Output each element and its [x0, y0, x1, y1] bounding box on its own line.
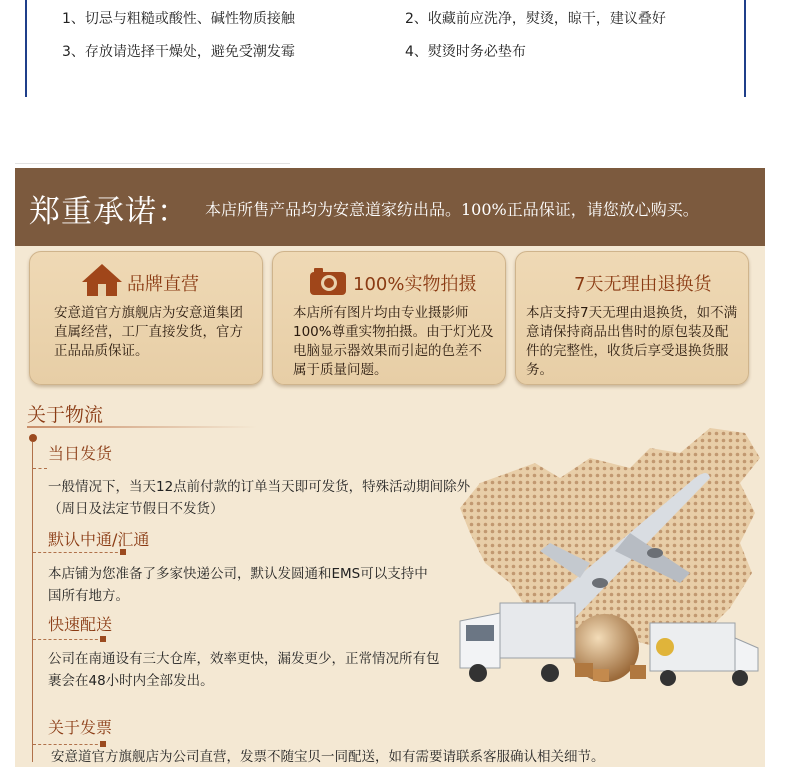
logistics-section-text: 一般情况下，当天12点前付款的订单当天即可发货，特殊活动期间除外（周日及法定节假日不发货） — [48, 479, 471, 517]
care-item: 4、熨烫时务必垫布 — [405, 44, 526, 60]
promise-panel — [15, 168, 765, 767]
logistics-section-title: 关于发票 — [48, 718, 113, 737]
logistics-section-text: 公司在南通设有三大仓库，效率更快，漏发更少，正常情况所有包裹会在48小时内全部发出。 — [48, 651, 440, 689]
card-title: 7天无理由退换货 — [574, 274, 712, 295]
care-instructions — [0, 0, 790, 100]
timeline-tick — [33, 639, 103, 640]
care-item: 2、收藏前应洗净，熨烫，晾干，建议叠好 — [405, 11, 666, 27]
truck-icon — [460, 603, 575, 682]
logistics-section-title: 默认中通/汇通 — [48, 530, 150, 549]
frame-border-right — [744, 0, 746, 97]
divider — [15, 163, 290, 164]
timeline-tick — [33, 468, 47, 469]
timeline-marker — [120, 549, 126, 555]
logistics-illustration — [440, 423, 765, 703]
logistics-heading: 关于物流 — [27, 404, 104, 426]
timeline-line — [32, 442, 33, 762]
house-icon — [80, 262, 124, 302]
logistics-section-text: 安意道官方旗舰店为公司直营，发票不随宝贝一同配送，如有需要请联系客服确认相关细节。 — [51, 749, 605, 765]
timeline-dot — [29, 434, 37, 442]
card-body: 本店所有图片均由专业摄影师100%尊重实物拍摄。由于灯光及电脑显示器效果而引起的色差不属于质量问题。 — [293, 305, 494, 378]
logistics-section-title: 当日发货 — [48, 444, 113, 463]
logistics-section-text: 本店铺为您准备了多家快递公司，默认发圆通和EMS可以支持中国所有地方。 — [48, 566, 428, 604]
frame-border-left — [25, 0, 27, 97]
care-item: 1、切忌与粗糙或酸性、碱性物质接触 — [62, 11, 295, 27]
timeline-tick — [33, 552, 123, 553]
card-title: 100%实物拍摄 — [353, 274, 477, 295]
promise-banner — [15, 168, 765, 246]
card-brand-direct — [29, 251, 263, 385]
promise-statement: 本店所售产品均为安意道家纺出品。100%正品保证，请您放心购买。 — [205, 200, 699, 219]
camera-icon — [308, 265, 348, 301]
care-item: 3、存放请选择干燥处，避免受潮发霉 — [62, 44, 295, 60]
card-seven-day-return — [515, 251, 749, 385]
card-title: 品牌直营 — [127, 274, 199, 295]
heading-underline — [27, 426, 257, 428]
card-real-photos — [272, 251, 506, 385]
card-body: 本店支持7天无理由退换货，如不满意请保持商品出售时的原包装及配件的完整性，收货后享受退换货服务。 — [526, 305, 738, 378]
card-body: 安意道官方旗舰店为安意道集团直属经营，工厂直接发货，官方正品品质保证。 — [54, 305, 243, 359]
van-icon — [650, 623, 758, 686]
timeline-tick — [33, 744, 103, 745]
logistics-section-title: 快速配送 — [48, 615, 113, 634]
timeline-marker — [100, 636, 106, 642]
promise-title: 郑重承诺： — [29, 194, 189, 230]
